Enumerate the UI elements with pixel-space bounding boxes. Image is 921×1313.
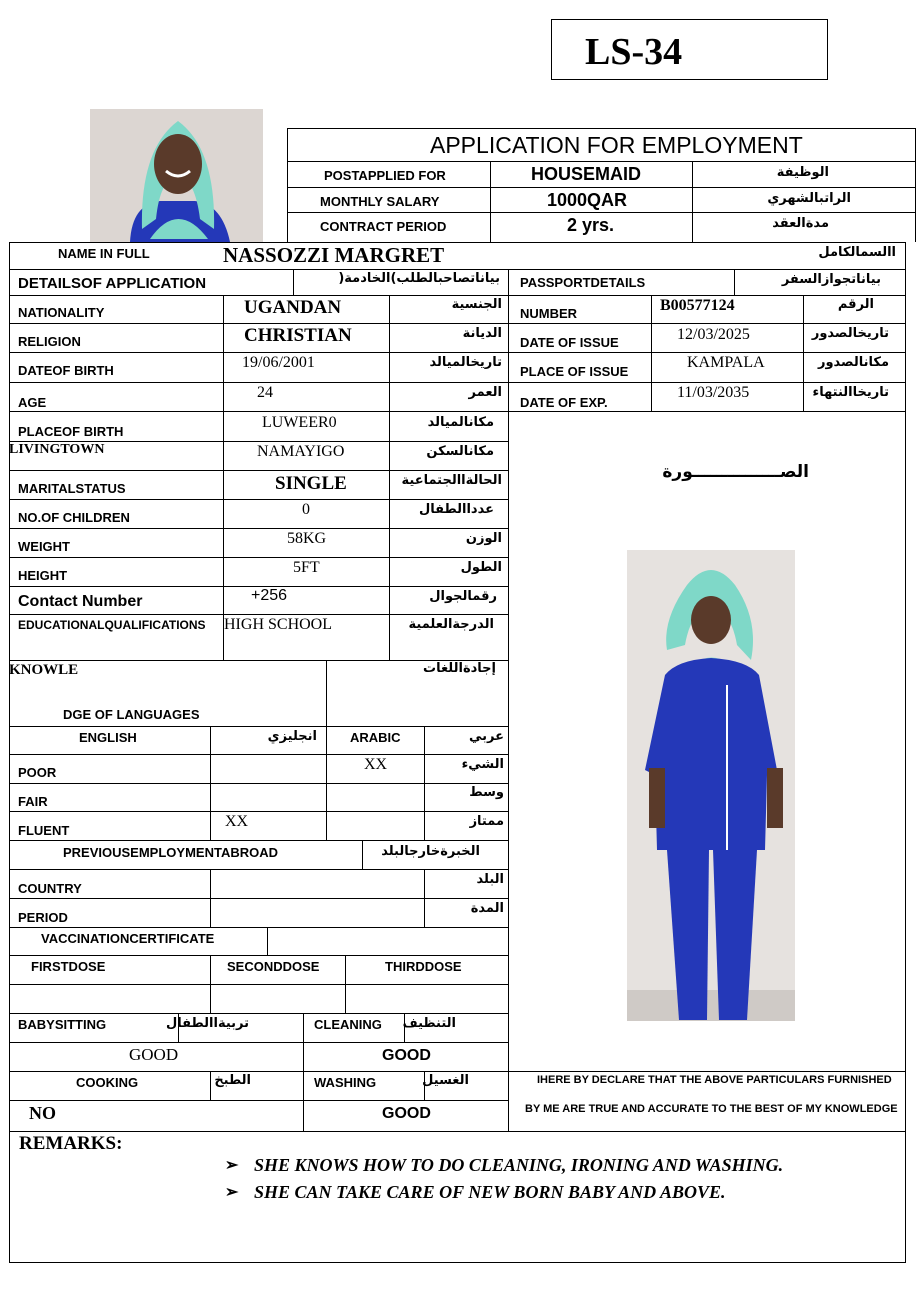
english-header-ar: انجليزي xyxy=(267,729,317,744)
reference-code: LS-34 xyxy=(585,31,683,73)
religion-value: CHRISTIAN xyxy=(244,325,352,346)
english-header: ENGLISH xyxy=(79,730,137,745)
remarks-bullet-1: ➢ xyxy=(225,1157,239,1174)
country-label-ar: البلد xyxy=(476,872,504,887)
nationality-value: UGANDAN xyxy=(244,297,342,318)
pob-value: LUWEER0 xyxy=(262,414,337,431)
country-label: COUNTRY xyxy=(18,881,82,896)
age-value: 24 xyxy=(257,384,273,401)
name-value: NASSOZZI MARGRET xyxy=(223,243,445,267)
vaccination-label: VACCINATIONCERTIFICATE xyxy=(41,931,215,946)
first-dose-label: FIRSTDOSE xyxy=(31,959,106,974)
declaration-line-2: BY ME ARE TRUE AND ACCURATE TO THE BEST OF MY KNOWLEDGE xyxy=(525,1103,898,1115)
second-dose-label: SECONDDOSE xyxy=(227,959,320,974)
post-label-ar: الوظيفة xyxy=(776,165,829,180)
fluent-label: FLUENT xyxy=(18,823,70,838)
washing-label: WASHING xyxy=(314,1075,377,1090)
contract-label-ar: مدةالعقد xyxy=(772,216,829,231)
salary-label: MONTHLY SALARY xyxy=(320,194,440,209)
expiry-label-ar: تاريخاالنتهاء xyxy=(812,385,889,400)
issue-place-value: KAMPALA xyxy=(687,354,765,371)
issue-place-label: PLACE OF ISSUE xyxy=(520,364,629,379)
babysitting-label: BABYSITTING xyxy=(18,1017,107,1032)
portrait-photo xyxy=(90,109,263,242)
post-label: POSTAPPLIED FOR xyxy=(324,168,446,183)
age-label: AGE xyxy=(18,395,47,410)
salary-value: 1000QAR xyxy=(547,190,628,210)
pob-label-ar: مكانالميالد xyxy=(427,415,494,430)
passport-label-ar: بياناتجوازالسفر xyxy=(781,272,881,287)
contact-label-ar: رقمالجوال xyxy=(429,589,497,604)
name-label-ar: االسمالكامل xyxy=(818,245,896,260)
passport-number-label: NUMBER xyxy=(520,306,578,321)
declaration-line-1: IHERE BY DECLARE THAT THE ABOVE PARTICULARS FURNISHED xyxy=(537,1074,892,1086)
cooking-label-ar: الطبخ xyxy=(214,1073,251,1088)
cleaning-label-ar: التنظيف xyxy=(402,1016,456,1031)
languages-title-ar: إجادةاللغات xyxy=(423,661,496,676)
religion-label-ar: الديانة xyxy=(462,326,502,341)
weight-value: 58KG xyxy=(287,530,327,547)
weight-label: WEIGHT xyxy=(18,539,70,554)
education-label-ar: الدرجةالعلمية xyxy=(408,617,494,632)
cooking-value: NO xyxy=(29,1103,56,1123)
contact-label: Contact Number xyxy=(18,593,143,610)
photo-caption: الصـــــــــــــــورة xyxy=(662,462,809,482)
fair-label-ar: وسط xyxy=(469,785,504,800)
dob-label: DATEOF BIRTH xyxy=(18,363,114,378)
details-label: DETAILSOF APPLICATION xyxy=(18,275,207,292)
poor-arabic: XX xyxy=(364,756,388,773)
washing-value: GOOD xyxy=(382,1105,431,1122)
children-label-ar: عدداالطفال xyxy=(418,502,494,517)
arabic-header: ARABIC xyxy=(350,730,401,745)
education-value: HIGH SCHOOL xyxy=(224,616,332,633)
pob-label: PLACEOF BIRTH xyxy=(18,424,124,439)
passport-label: PASSPORTDETAILS xyxy=(520,275,646,290)
expiry-label: DATE OF EXP. xyxy=(520,395,608,410)
third-dose-label: THIRDDOSE xyxy=(385,959,462,974)
dob-value: 19/06/2001 xyxy=(242,354,315,371)
previous-label: PREVIOUSEMPLOYMENTABROAD xyxy=(63,845,278,860)
weight-label-ar: الوزن xyxy=(465,531,502,546)
arabic-header-ar: عربي xyxy=(468,729,504,744)
languages-title-1: KNOWLE xyxy=(9,662,79,678)
period-label-ar: المدة xyxy=(470,901,504,916)
post-value: HOUSEMAID xyxy=(531,164,642,184)
salary-label-ar: الراتبالشهري xyxy=(767,191,851,206)
marital-label: MARITALSTATUS xyxy=(18,481,126,496)
poor-label: POOR xyxy=(18,765,57,780)
education-label: EDUCATIONALQUALIFICATIONS xyxy=(18,618,206,632)
contact-value: +256 xyxy=(251,587,288,604)
washing-label-ar: الغسيل xyxy=(422,1073,469,1088)
marital-value: SINGLE xyxy=(275,473,347,494)
form-title: APPLICATION FOR EMPLOYMENT xyxy=(430,132,803,158)
marital-label-ar: الحالةاالجتماعية xyxy=(401,473,502,488)
living-value: NAMAYIGO xyxy=(257,443,345,460)
passport-number-value: B00577124 xyxy=(660,297,735,314)
remarks-item-2: SHE CAN TAKE CARE OF NEW BORN BABY AND ABOVE. xyxy=(254,1182,726,1202)
babysitting-value: GOOD xyxy=(129,1045,179,1064)
fluent-english: XX xyxy=(225,813,249,830)
cleaning-label: CLEANING xyxy=(314,1017,382,1032)
height-label: HEIGHT xyxy=(18,568,68,583)
cleaning-value: GOOD xyxy=(382,1047,431,1064)
contract-label: CONTRACT PERIOD xyxy=(320,219,447,234)
issue-date-label: DATE OF ISSUE xyxy=(520,335,619,350)
fluent-label-ar: ممتاز xyxy=(469,814,504,829)
babysitting-label-ar: تربيةاالطفال xyxy=(165,1016,249,1031)
fair-label: FAIR xyxy=(18,794,48,809)
languages-title-2: DGE OF LANGUAGES xyxy=(63,707,200,722)
passport-number-label-ar: الرقم xyxy=(837,297,874,312)
issue-date-label-ar: تاريخالصدور xyxy=(811,326,889,341)
remarks-bullet-2: ➢ xyxy=(225,1184,239,1201)
poor-label-ar: الشيء xyxy=(461,757,504,772)
contract-value: 2 yrs. xyxy=(567,215,615,235)
religion-label: RELIGION xyxy=(18,334,81,349)
expiry-value: 11/03/2035 xyxy=(677,384,750,401)
living-label: LIVINGTOWN xyxy=(9,442,105,457)
full-body-photo xyxy=(627,550,795,1021)
cooking-label: COOKING xyxy=(76,1075,139,1090)
previous-label-ar: الخبرةخارجالبلد xyxy=(381,844,480,859)
details-label-ar: بياناتصاحبالطلب)الخادمة( xyxy=(338,271,500,286)
nationality-label: NATIONALITY xyxy=(18,305,105,320)
living-label-ar: مكانالسكن xyxy=(426,444,494,459)
height-value: 5FT xyxy=(293,559,320,576)
reference-code-box xyxy=(551,19,828,80)
height-label-ar: الطول xyxy=(460,560,502,575)
remarks-label: REMARKS: xyxy=(19,1133,123,1154)
dob-label-ar: تاريخالميالد xyxy=(429,355,502,370)
nationality-label-ar: الجنسية xyxy=(451,297,502,312)
name-label: NAME IN FULL xyxy=(58,246,150,261)
period-label: PERIOD xyxy=(18,910,68,925)
children-value: 0 xyxy=(302,501,310,518)
issue-date-value: 12/03/2025 xyxy=(677,326,750,343)
remarks-item-1: SHE KNOWS HOW TO DO CLEANING, IRONING AND WASHING. xyxy=(254,1155,784,1175)
children-label: NO.OF CHILDREN xyxy=(18,510,130,525)
age-label-ar: العمر xyxy=(468,385,502,400)
issue-place-label-ar: مكانالصدور xyxy=(817,355,889,370)
